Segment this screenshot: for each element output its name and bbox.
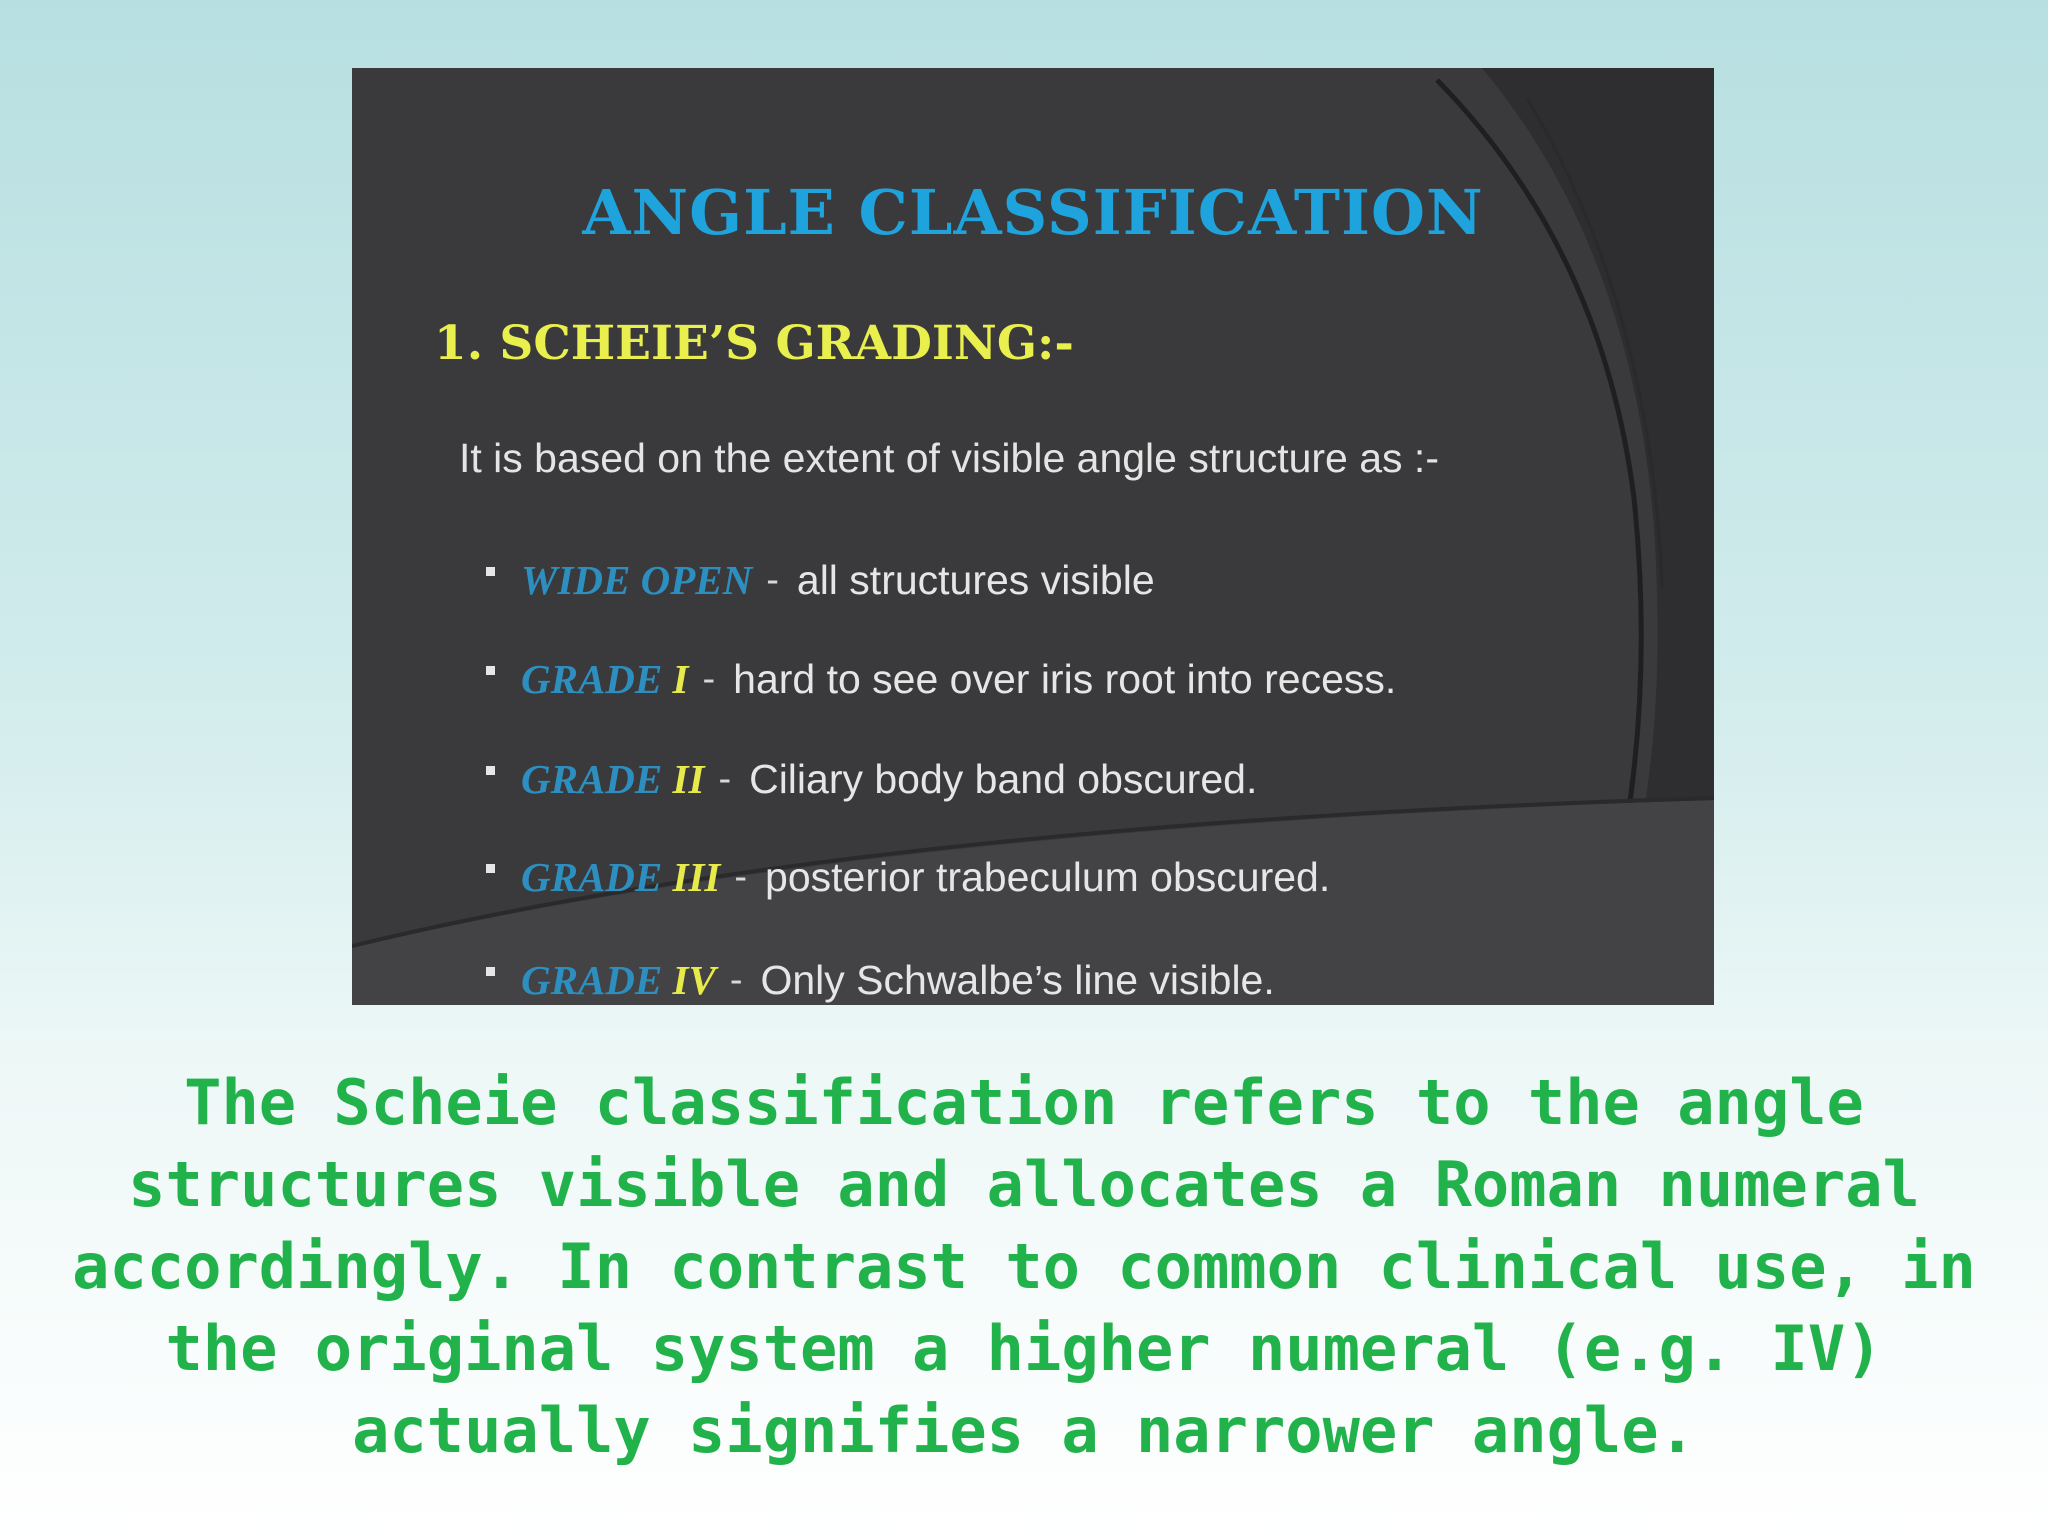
caption-text: The Scheie classification refers to the angle structures visible and allocates a Roman numeral accordingly. In contrast to common clinical use, in the original system a higher numeral (e.g. IV) actually signifies a narrower angle. — [72, 1066, 1976, 1467]
list-item — [486, 755, 1257, 803]
slide-intro-text: It is based on the extent of visible angle structure as :- — [459, 435, 1439, 481]
grade-separator: - — [702, 657, 716, 700]
grade-list — [352, 68, 1714, 1005]
grade-label: WIDE OPEN — [521, 557, 753, 603]
grade-separator: - — [718, 757, 732, 800]
grade-label: GRADE II — [521, 756, 705, 802]
grade-label: GRADE III — [521, 854, 721, 900]
slide-image — [352, 68, 1714, 1005]
list-item — [486, 853, 1330, 901]
grade-description: Only Schwalbe’s line visible. — [760, 956, 1275, 1003]
square-bullet-icon — [486, 567, 495, 576]
grade-description: hard to see over iris root into recess. — [733, 655, 1397, 702]
square-bullet-icon — [486, 967, 495, 976]
grade-separator: - — [734, 855, 748, 898]
grade-label: GRADE IV — [521, 957, 716, 1003]
square-bullet-icon — [486, 766, 495, 775]
grade-description: posterior trabeculum obscured. — [765, 853, 1331, 900]
grade-numeral: III — [672, 854, 721, 900]
list-item — [486, 956, 1275, 1004]
grade-separator: - — [766, 558, 779, 601]
grade-separator: - — [729, 958, 743, 1001]
grade-numeral: IV — [672, 957, 716, 1003]
list-item — [486, 655, 1396, 703]
square-bullet-icon — [486, 666, 495, 675]
grade-numeral: II — [672, 756, 705, 802]
slide-subtitle: 1. SCHEIE’S GRADING:- — [434, 316, 1074, 371]
square-bullet-icon — [486, 864, 495, 873]
grade-label: GRADE I — [521, 656, 689, 702]
grade-description: all structures visible — [796, 556, 1155, 603]
grade-description: Ciliary body band obscured. — [749, 755, 1258, 802]
slide-title: ANGLE CLASSIFICATION — [582, 176, 1484, 249]
list-item — [486, 556, 1155, 604]
grade-numeral: I — [672, 656, 689, 702]
